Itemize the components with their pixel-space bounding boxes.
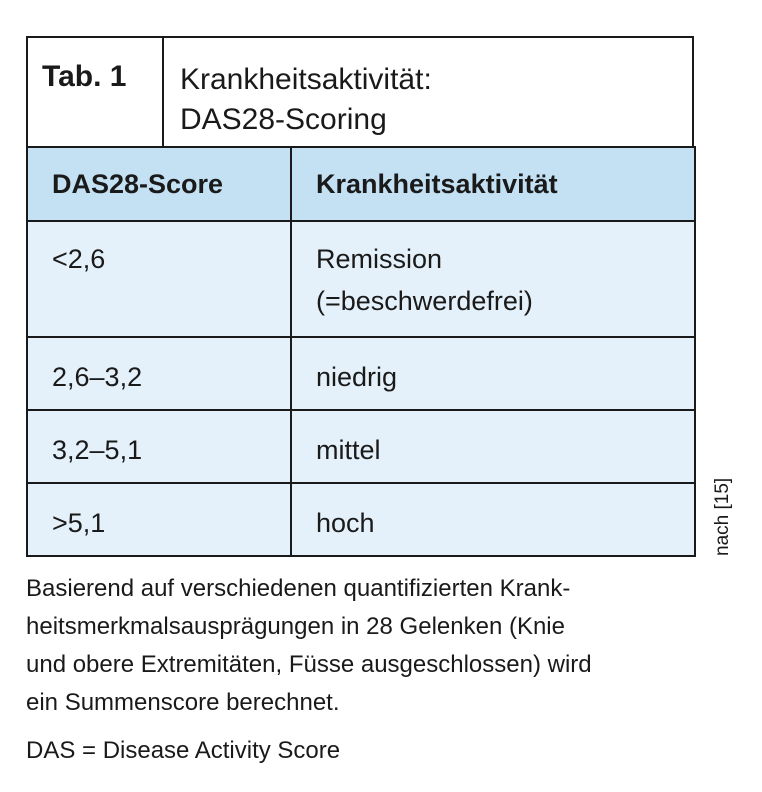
source-note: nach [15] [712, 477, 733, 556]
table-row [27, 221, 695, 337]
table-title-line-1: Krankheitsaktivität: [180, 63, 432, 96]
column-header-score: DAS28-Score [27, 147, 291, 221]
score-cell: >5,1 [27, 483, 291, 556]
table-title-line-2: DAS28-Scoring [180, 103, 387, 136]
activity-cell: hoch [291, 483, 695, 556]
score-cell: <2,6 [27, 221, 291, 337]
table-title [180, 60, 680, 140]
activity-text: Remission [316, 244, 443, 274]
header-row [27, 147, 695, 221]
caption-line: ein Summenscore berechnet. [26, 689, 340, 716]
activity-cell: mittel [291, 410, 695, 483]
activity-cell: niedrig [291, 337, 695, 410]
scoring-grid [26, 146, 696, 557]
activity-cell [291, 221, 695, 337]
activity-subtext: (=beschwerdefrei) [316, 286, 533, 316]
score-cell: 2,6–3,2 [27, 337, 291, 410]
caption-line: Basierend auf verschiedenen quantifizierten Krank- [26, 575, 571, 602]
column-header-activity: Krankheitsaktivität [291, 147, 695, 221]
table-number-label: Tab. 1 [28, 38, 164, 146]
caption-line: und obere Extremitäten, Füsse ausgeschlossen) wird [26, 651, 592, 678]
table-row [27, 410, 695, 483]
table-row [27, 483, 695, 556]
table-title-row [26, 36, 694, 148]
caption-line: heitsmerkmalsausprägungen in 28 Gelenken (Knie [26, 613, 565, 640]
table-row [27, 337, 695, 410]
abbreviation-footnote: DAS = Disease Activity Score [26, 737, 341, 764]
score-cell: 3,2–5,1 [27, 410, 291, 483]
das28-table [26, 36, 694, 554]
table-caption [26, 570, 706, 722]
